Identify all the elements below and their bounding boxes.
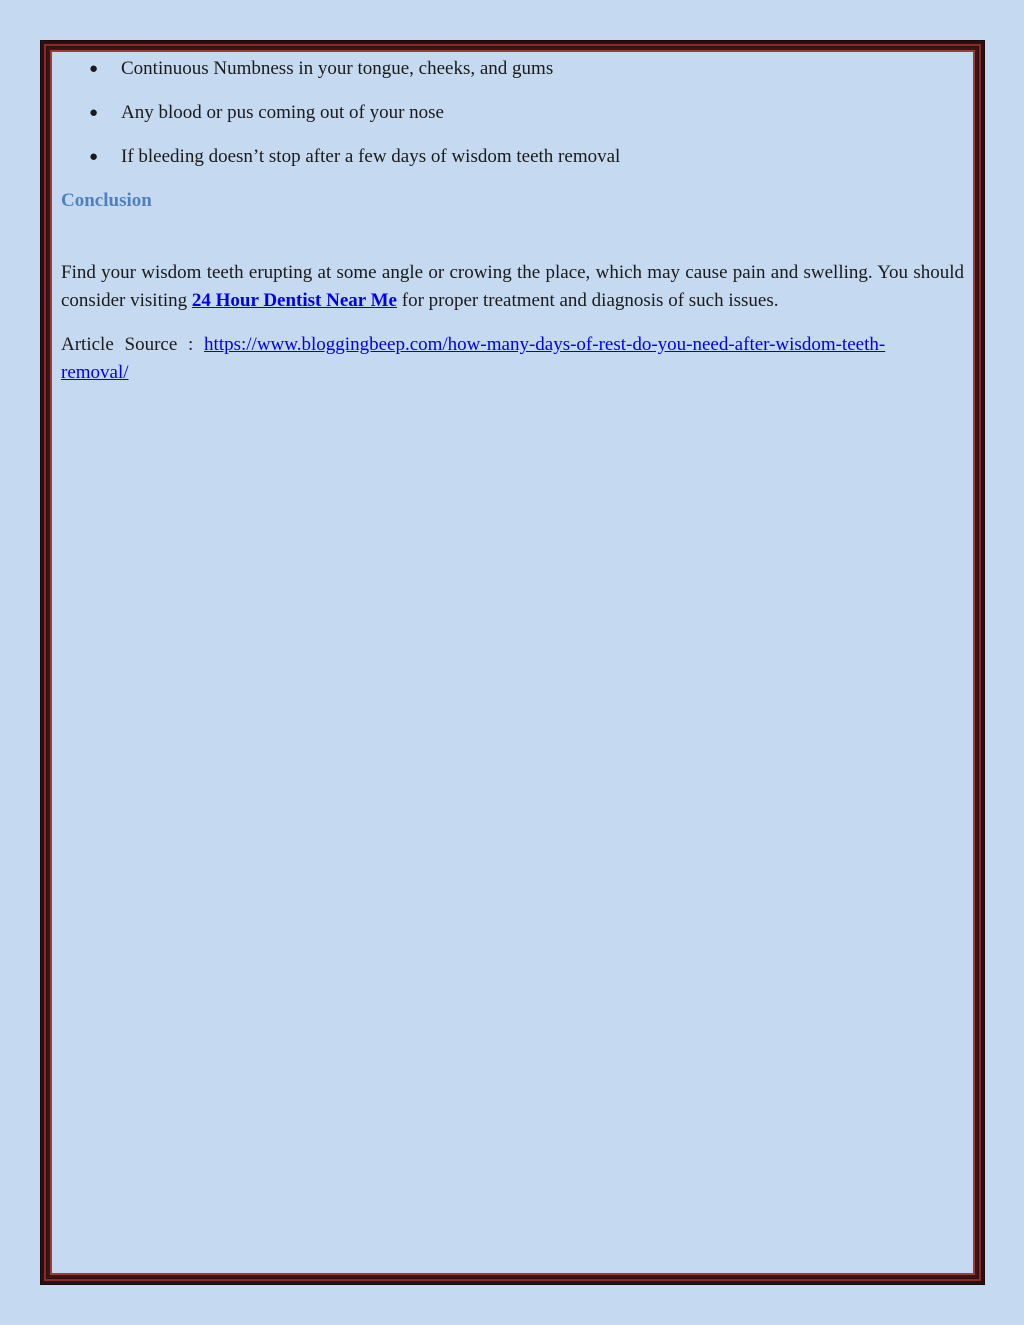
list-item	[61, 99, 964, 127]
dentist-near-me-link[interactable]: 24 Hour Dentist Near Me	[191, 290, 397, 311]
article-source	[61, 331, 964, 387]
symptom-list	[61, 55, 964, 171]
list-item-text: If bleeding doesn’t stop after a few days of wisdom teeth removal	[121, 146, 621, 167]
article-source-url-line1: https://www.bloggingbeep.com/how-many-days-of-rest-do-you-need-after-wisdom-teeth-	[204, 334, 886, 355]
paragraph-text-end: for proper treatment and diagnosis of such issues.	[397, 290, 779, 311]
conclusion-heading: Conclusion	[61, 190, 152, 211]
list-item	[61, 55, 964, 83]
list-item-text: Continuous Numbness in your tongue, cheeks, and gums	[121, 58, 554, 79]
document-body	[61, 55, 964, 387]
bullet-icon: ●	[89, 105, 99, 121]
bullet-icon: ●	[89, 61, 99, 77]
list-item	[61, 143, 964, 171]
conclusion-paragraph	[61, 259, 964, 315]
article-source-url-line2: removal/	[61, 362, 129, 383]
bullet-icon: ●	[89, 149, 99, 165]
paragraph-text: Find your wisdom teeth erupting at some angle or crowing the place, which may cause pain and swelling. You should consider visiting	[61, 262, 964, 311]
article-source-label: Article Source :	[61, 334, 205, 355]
list-item-text: Any blood or pus coming out of your nose	[121, 102, 444, 123]
